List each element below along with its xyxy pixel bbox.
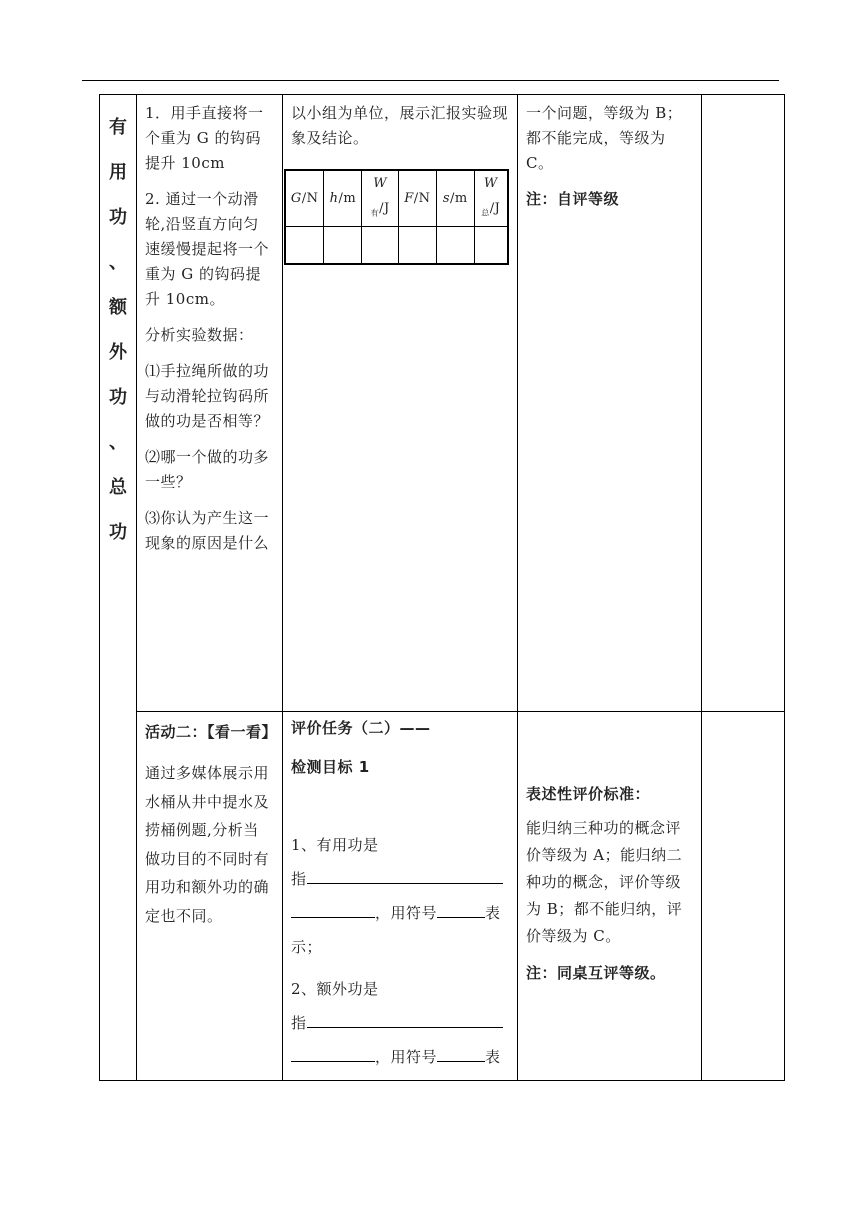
header-w-total: $W_总/J$	[474, 170, 508, 226]
row-activity-two	[100, 712, 785, 1081]
header-h: h/m	[324, 170, 362, 226]
question-1: ⑴手拉绳所做的功与动滑轮拉钩码所做的功是否相等？	[145, 362, 270, 430]
data-cell[interactable]	[362, 226, 398, 264]
activity-two-cell	[137, 712, 283, 1081]
task-cell	[283, 712, 518, 1081]
section-title-cell	[100, 95, 137, 1081]
data-header-row	[285, 170, 508, 226]
activity-steps-cell	[137, 95, 283, 712]
experiment-data-table	[284, 169, 509, 265]
blank-useful-symbol[interactable]	[437, 899, 485, 918]
data-cell[interactable]	[324, 226, 362, 264]
data-cell[interactable]	[285, 226, 324, 264]
self-eval-note: 注：自评等级	[526, 190, 620, 208]
data-input-row	[285, 226, 508, 264]
task-target: 检测目标 1	[291, 758, 370, 776]
blank-cell	[702, 712, 785, 1081]
report-text: 以小组为单位，展示汇报实验现象及结论。	[291, 104, 509, 147]
row-experiment	[100, 95, 785, 712]
evaluation-cell	[518, 95, 702, 712]
activity-two-title: 活动二：【看一看】	[145, 723, 278, 741]
eval-line-2: 都不能完成，等级为 C。	[526, 129, 666, 172]
step-1: 1．用手直接将一个重为 G 的钩码提升 10cm	[145, 104, 264, 172]
blank-extra-symbol[interactable]	[437, 1043, 485, 1062]
step-2: 2. 通过一个动滑轮,沿竖直方向匀速缓慢提起将一个重为 G 的钩码提升 10cm。	[145, 190, 270, 308]
blank-cell	[702, 95, 785, 712]
analysis-heading: 分析实验数据：	[145, 326, 254, 344]
header-w-useful: $W_有/J$	[362, 170, 398, 226]
blank-useful-definition[interactable]	[307, 865, 503, 884]
blank-extra-definition-cont[interactable]	[291, 1043, 375, 1062]
header-g: G/N	[285, 170, 324, 226]
question-useful-work: 1、有用功是 指 ，用符号 表示；	[291, 836, 501, 956]
data-cell[interactable]	[474, 226, 508, 264]
blank-useful-definition-cont[interactable]	[291, 899, 375, 918]
data-cell[interactable]	[436, 226, 474, 264]
question-extra-work: 2、额外功是 指 ，用符号 表	[291, 980, 501, 1066]
criteria-body: 能归纳三种功的概念评价等级为 A；能归纳二种功的概念，评价等级为 B；都不能归纳，评价等级为 C。	[526, 819, 683, 945]
activity-two-body: 通过多媒体展示用水桶从井中提水及捞桶例题,分析当做功目的不同时有用功和额外功的确定也不同。	[145, 764, 270, 925]
question-2: ⑵哪一个做的功多一些？	[145, 448, 270, 491]
header-f: F/N	[398, 170, 436, 226]
criteria-title: 表述性评价标准：	[526, 785, 651, 803]
eval-line-1: 一个问题，等级为 B；	[526, 104, 683, 122]
lesson-table	[99, 94, 785, 1081]
peer-eval-note: 注：同桌互评等级。	[526, 964, 666, 982]
section-title: 有 用 功 、 额 外 功 、 总 功	[109, 117, 127, 543]
data-cell[interactable]	[398, 226, 436, 264]
task-title: 评价任务（二）——	[291, 719, 431, 737]
report-cell	[283, 95, 518, 712]
header-s: s/m	[436, 170, 474, 226]
header-rule	[82, 80, 779, 81]
question-3: ⑶你认为产生这一现象的原因是什么	[145, 509, 270, 552]
blank-extra-definition[interactable]	[307, 1009, 503, 1028]
criteria-cell	[518, 712, 702, 1081]
